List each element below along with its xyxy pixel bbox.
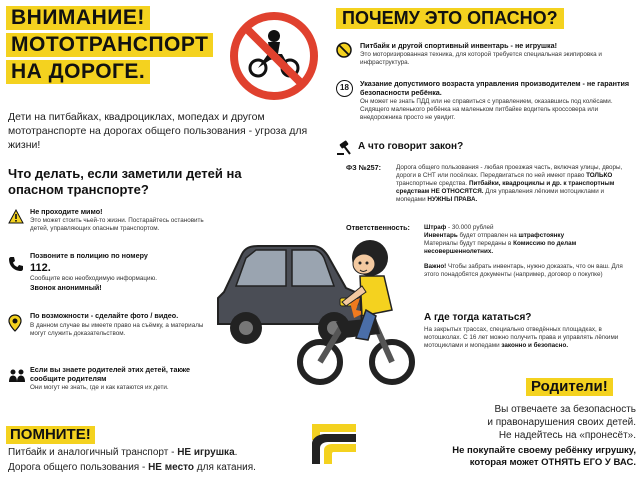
list-item [336,80,636,122]
main-title [6,6,209,84]
remember-emph: НЕ место [148,462,195,473]
parents-line: и правонарушения своих детей. [487,417,636,428]
where-heading: А где тогда кататься? [424,312,532,323]
title-line-2: МОТОТРАНСПОРТ [6,33,213,57]
no-sign-icon [336,42,352,58]
law-text-part: Для управления лёгкими мотоциклами и мопедами [396,188,605,204]
where-emph: законно и безопасно. [501,342,569,350]
resp-emph: Инвентарь [424,232,458,240]
no-motorbike-icon [228,10,320,102]
resp-emph: Важно! [424,263,447,271]
remember-text: Питбайк и аналогичный транспорт - [8,447,178,458]
list-item [8,208,218,233]
list-item [336,42,636,67]
title-line-3: НА ДОРОГЕ. [6,60,150,84]
point-title: Указание допустимого возраста управления производителем - не гарантия безопасности ребёнка. [360,79,630,97]
list-item [336,140,636,154]
item-title: Позвоните в полицию по номеру [30,251,148,260]
item-text: Они могут не знать, где и как катаются их дети. [30,384,169,392]
remember-heading: ПОМНИТЕ! [6,426,95,444]
location-pin-icon [8,314,22,332]
parents-heading: Родители! [526,378,613,396]
resp-line [424,224,630,232]
parents-line [372,457,636,469]
responsibility-label: Ответственность: [346,223,410,232]
title-line-1: ВНИМАНИЕ! [6,6,150,30]
law-text-part: транспортные средства. [396,180,469,188]
list-item [8,252,218,292]
resp-emph: штрафстоянку [518,232,565,240]
item-text: Сообщите всю необходимую информацию. [30,274,157,282]
remember-text: для катания. [194,462,256,473]
resp-line [424,232,630,240]
point-title: Питбайк и другой спортивный инвентарь - не игрушка! [360,41,557,50]
logo [306,414,362,470]
law-label: ФЗ №257: [346,163,382,172]
responsibility-text [424,224,630,279]
resp-part: - 30.000 рублей [446,224,494,231]
phone-icon [8,256,24,272]
remember-line-1 [8,446,308,460]
remember-emph: НЕ игрушка [177,447,235,458]
warning-icon [8,209,24,224]
parents-line: Не покупайте своему ребёнку игрушку, [452,445,636,456]
item-title: По возможности - сделайте фото / видео. [30,311,179,320]
why-dangerous-heading: ПОЧЕМУ ЭТО ОПАСНО? [336,8,564,29]
law-heading: А что говорит закон? [358,141,464,152]
item-text: В данном случае вы имеете право на съёмку, а материалы могут служить доказательством. [30,321,204,337]
anonymous-note: Звонок анонимный! [30,282,102,292]
resp-emph: Штраф [424,224,447,231]
item-text: Это может стоить чьей-то жизни. Постарайтесь остановить детей, управляющих опасным транспортом. [30,216,204,232]
parents-part: которая может [469,457,542,469]
list-item [8,366,222,392]
item-title: Если вы знаете родителей этих детей, также сообщите родителям [30,365,191,383]
law-emph: Питбайки, квадроциклы и др. к транспортным средствам НЕ ОТНОСЯТСЯ. [396,180,615,196]
item-title: Не проходите мимо! [30,207,103,216]
age-18-badge: 18 [336,80,353,97]
what-todo-heading: Что делать, если заметили детей на опасном транспорте? [8,166,242,197]
resp-line [424,263,630,279]
law-emph: НУЖНЫ ПРАВА. [427,196,478,204]
resp-emph: Комиссию по делам несовершеннолетних. [424,240,577,256]
law-text [396,164,628,204]
parents-line: Не надейтесь на «пронесёт». [498,430,636,441]
resp-part: Чтобы забрать инвентарь, нужно доказать, что он ваш. Для этого понадобятся документы (например, договор о покупке) [424,263,623,279]
law-text-part: Дорога общего пользования - любая проезжая часть, включая улицы, дворы, дороги в СНТ или посёлках. Передвигаться по ней имеют право [396,164,623,180]
parents-emph: ОТНЯТЬ ЕГО У ВАС. [541,457,636,469]
remember-line-2 [8,461,308,475]
intro-text: Дети на питбайках, квадроциклах, мопедах и другом мототранспорте на дорогах общего пользования - угроза для жизни! [8,111,308,152]
police-number: 112. [30,261,51,274]
where-text [424,326,632,350]
remember-text: . [234,447,238,458]
parents-line: Вы отвечаете за безопасность [494,404,636,415]
resp-part: Материалы будут переданы в [424,240,514,248]
gavel-icon [336,140,352,156]
list-item [8,312,218,338]
law-emph: ТОЛЬКО [586,172,613,180]
parents-icon [8,369,26,383]
point-text: Он может не знать ПДД или не справиться с управлением, оказавшись под колёсами. Сидящего маленького ребёнка на маленьком питбайке водитель кроссовера или внедорожника просто не увидит. [360,98,613,122]
boy-on-bike-illustration [296,230,416,390]
resp-part: будет отправлен на [457,232,519,240]
parents-text [372,403,636,470]
point-text: Это моторизированная техника, для которой требуется специальная экипировка и инфраструктура. [360,50,602,66]
where-part: На закрытых трассах, специально отведённых площадках, в мотошколах. С 16 лет можно получить права и управлять лёгкими мотоциклами и мопедами [424,326,619,350]
remember-text: Дорога общего пользования - [8,462,149,473]
resp-line [424,240,630,256]
